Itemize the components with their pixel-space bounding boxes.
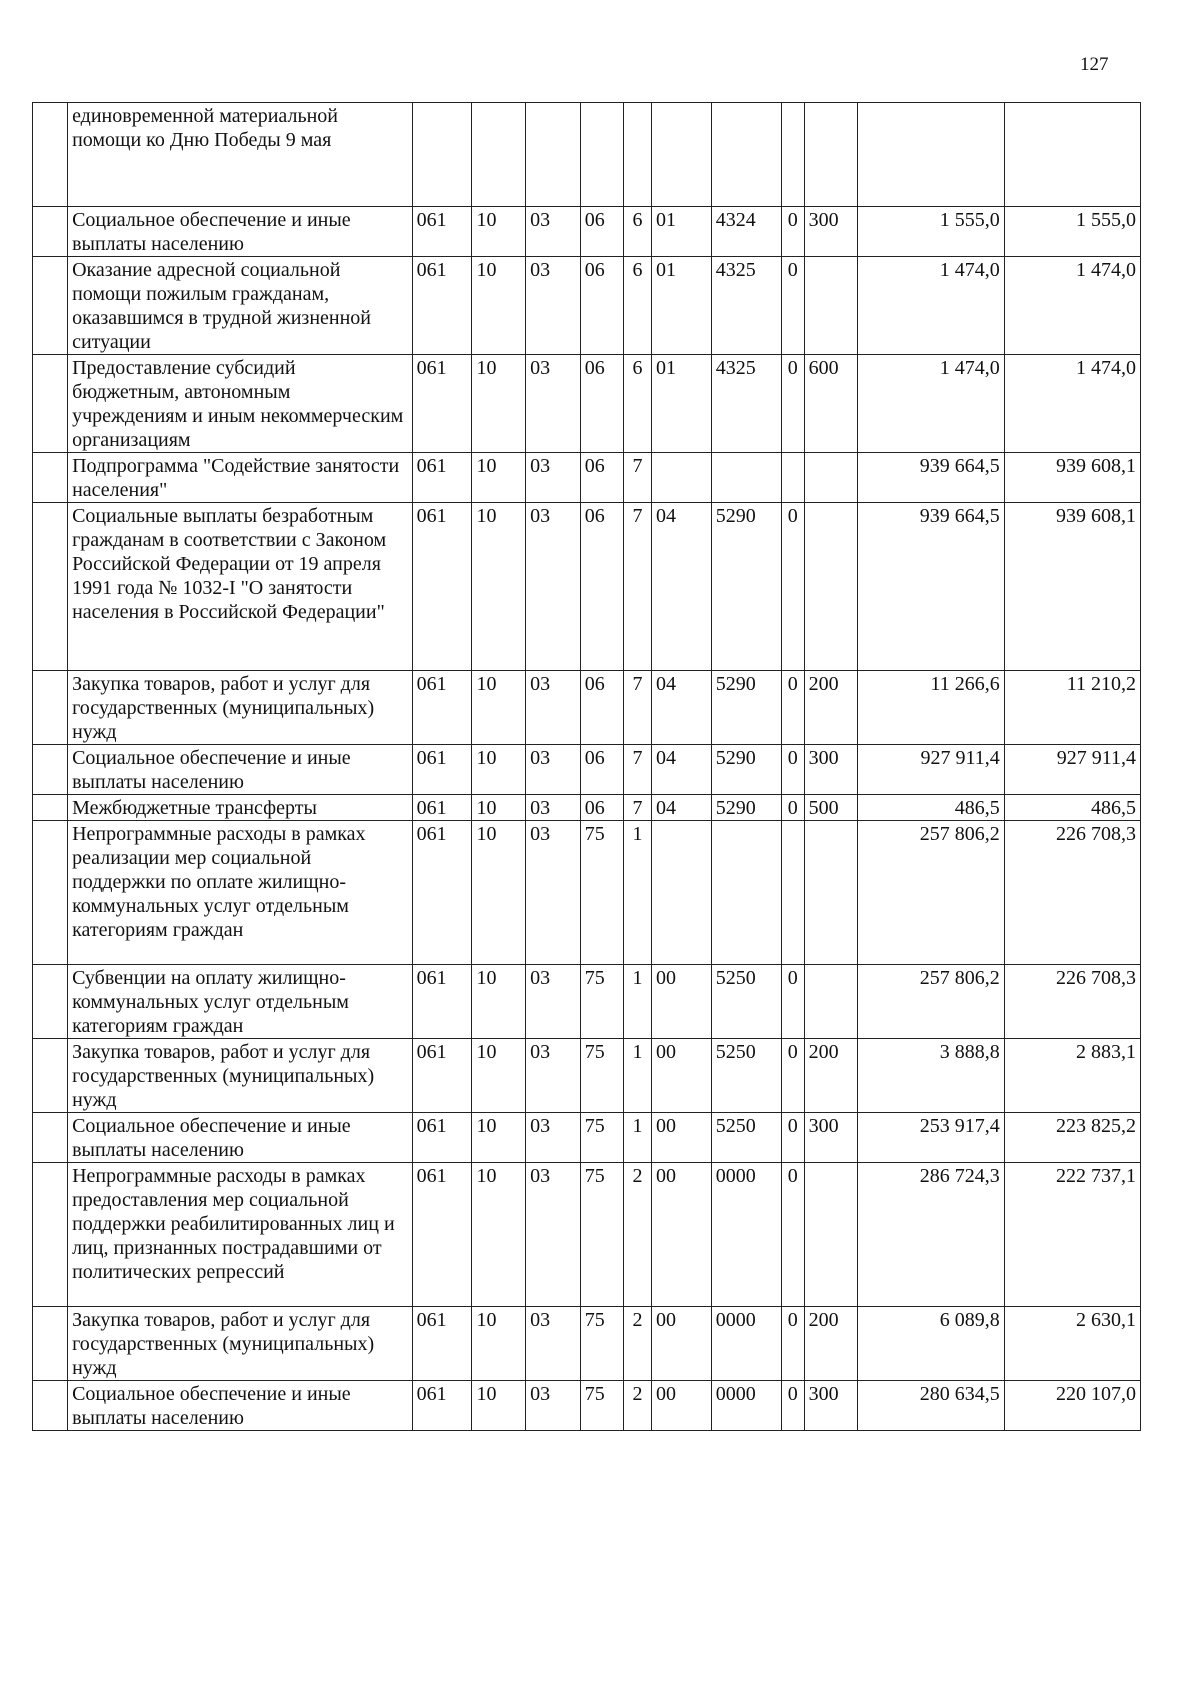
code-subprogram: 7 [624,795,652,821]
table-row [33,1381,1141,1431]
code-expense-type: 600 [804,355,858,453]
code-direction: 5250 [711,1113,781,1163]
code-section: 10 [472,1163,526,1307]
code-subsection: 03 [526,1163,581,1307]
code-admin: 061 [412,821,472,965]
amount-year-1: 253 917,4 [858,1113,1004,1163]
code-subprogram: 6 [624,355,652,453]
code-expense-type [804,503,858,671]
row-index-cell [33,965,68,1039]
code-expense-type [804,257,858,355]
code-expense-type: 300 [804,1113,858,1163]
page-number: 127 [1080,54,1109,75]
code-subprogram: 1 [624,965,652,1039]
code-direction [711,103,781,207]
code-expense-type: 200 [804,1307,858,1381]
row-name: единовременной материальной помощи ко Дню Победы 9 мая [68,103,413,207]
code-variant: 0 [781,207,804,257]
code-section: 10 [472,965,526,1039]
amount-year-1: 3 888,8 [858,1039,1004,1113]
code-subsection: 03 [526,503,581,671]
budget-table-wrap [32,102,1141,1431]
row-index-cell [33,1113,68,1163]
code-admin: 061 [412,1381,472,1431]
row-name: Социальное обеспечение и иные выплаты населению [68,1113,413,1163]
code-admin [412,103,472,207]
code-variant: 0 [781,795,804,821]
code-subsection: 03 [526,795,581,821]
amount-year-2: 11 210,2 [1004,671,1140,745]
code-subsection: 03 [526,821,581,965]
table-row [33,795,1141,821]
code-section: 10 [472,1381,526,1431]
code-expense-type: 200 [804,1039,858,1113]
code-section: 10 [472,1113,526,1163]
code-subsection: 03 [526,453,581,503]
amount-year-2: 226 708,3 [1004,821,1140,965]
code-admin: 061 [412,745,472,795]
code-event [651,103,711,207]
code-direction: 5290 [711,745,781,795]
code-variant: 0 [781,355,804,453]
code-event [651,821,711,965]
code-direction: 4324 [711,207,781,257]
code-event [651,453,711,503]
code-program: 06 [580,745,623,795]
code-section: 10 [472,257,526,355]
code-section: 10 [472,745,526,795]
amount-year-2: 486,5 [1004,795,1140,821]
code-section [472,103,526,207]
code-subsection: 03 [526,1113,581,1163]
code-variant [781,453,804,503]
code-expense-type [804,821,858,965]
code-subsection: 03 [526,1381,581,1431]
code-subprogram [624,103,652,207]
code-section: 10 [472,355,526,453]
code-program: 06 [580,503,623,671]
code-event: 01 [651,257,711,355]
code-admin: 061 [412,503,472,671]
row-name: Закупка товаров, работ и услуг для государственных (муниципальных) нужд [68,671,413,745]
code-direction: 5250 [711,1039,781,1113]
code-admin: 061 [412,1307,472,1381]
table-row [33,821,1141,965]
code-section: 10 [472,1307,526,1381]
code-admin: 061 [412,453,472,503]
code-event: 00 [651,1039,711,1113]
code-admin: 061 [412,795,472,821]
amount-year-2: 220 107,0 [1004,1381,1140,1431]
row-index-cell [33,453,68,503]
code-program: 06 [580,207,623,257]
code-variant: 0 [781,965,804,1039]
code-direction: 0000 [711,1163,781,1307]
amount-year-2: 939 608,1 [1004,453,1140,503]
code-event: 01 [651,207,711,257]
table-row [33,103,1141,207]
code-subprogram: 1 [624,821,652,965]
row-index-cell [33,103,68,207]
code-section: 10 [472,1039,526,1113]
code-event: 04 [651,671,711,745]
code-subprogram: 1 [624,1113,652,1163]
amount-year-2: 2 883,1 [1004,1039,1140,1113]
table-row [33,965,1141,1039]
code-expense-type [804,103,858,207]
code-variant: 0 [781,1307,804,1381]
code-event: 04 [651,795,711,821]
code-expense-type [804,965,858,1039]
code-expense-type: 300 [804,1381,858,1431]
code-program: 75 [580,1039,623,1113]
code-expense-type: 500 [804,795,858,821]
row-name: Социальное обеспечение и иные выплаты населению [68,745,413,795]
amount-year-2: 226 708,3 [1004,965,1140,1039]
code-direction: 4325 [711,355,781,453]
amount-year-1: 927 911,4 [858,745,1004,795]
row-index-cell [33,821,68,965]
row-name: Социальные выплаты безработным гражданам в соответствии с Законом Российской Федерации от 19 апреля 1991 года № 1032-I "О занятости населения в Российской Федерации" [68,503,413,671]
code-variant: 0 [781,745,804,795]
amount-year-2: 1 555,0 [1004,207,1140,257]
code-program: 75 [580,1113,623,1163]
table-row [33,1163,1141,1307]
table-row [33,355,1141,453]
code-subprogram: 7 [624,745,652,795]
table-row [33,257,1141,355]
amount-year-2: 2 630,1 [1004,1307,1140,1381]
table-body [33,103,1141,1431]
code-section: 10 [472,671,526,745]
code-expense-type: 200 [804,671,858,745]
table-row [33,745,1141,795]
code-variant: 0 [781,671,804,745]
code-program: 06 [580,355,623,453]
table-row [33,671,1141,745]
code-subsection: 03 [526,1307,581,1381]
code-event: 04 [651,503,711,671]
code-direction: 5290 [711,795,781,821]
code-program: 75 [580,1381,623,1431]
row-name: Закупка товаров, работ и услуг для государственных (муниципальных) нужд [68,1039,413,1113]
code-event: 00 [651,1307,711,1381]
code-direction [711,821,781,965]
code-program [580,103,623,207]
table-row [33,1039,1141,1113]
code-program: 06 [580,795,623,821]
code-subsection [526,103,581,207]
table-row [33,1113,1141,1163]
row-name: Непрограммные расходы в рамках предоставления мер социальной поддержки реабилитированных лиц и лиц, признанных пострадавшими от политических репрессий [68,1163,413,1307]
amount-year-2: 222 737,1 [1004,1163,1140,1307]
amount-year-1: 257 806,2 [858,821,1004,965]
code-program: 06 [580,257,623,355]
code-admin: 061 [412,257,472,355]
row-index-cell [33,1307,68,1381]
row-name: Оказание адресной социальной помощи пожилым гражданам, оказавшимся в трудной жизненной ситуации [68,257,413,355]
code-direction: 4325 [711,257,781,355]
amount-year-1: 1 474,0 [858,257,1004,355]
amount-year-1: 939 664,5 [858,503,1004,671]
code-subsection: 03 [526,965,581,1039]
amount-year-2: 927 911,4 [1004,745,1140,795]
code-subprogram: 2 [624,1381,652,1431]
row-name: Межбюджетные трансферты [68,795,413,821]
code-subprogram: 2 [624,1163,652,1307]
row-name: Социальное обеспечение и иные выплаты населению [68,207,413,257]
code-subprogram: 7 [624,453,652,503]
code-program: 75 [580,821,623,965]
row-name: Предоставление субсидий бюджетным, автономным учреждениям и иным некоммерческим организациям [68,355,413,453]
amount-year-1: 6 089,8 [858,1307,1004,1381]
code-admin: 061 [412,1163,472,1307]
row-index-cell [33,355,68,453]
row-index-cell [33,503,68,671]
code-admin: 061 [412,1113,472,1163]
code-variant: 0 [781,1163,804,1307]
code-variant: 0 [781,1039,804,1113]
code-variant [781,821,804,965]
code-subsection: 03 [526,745,581,795]
code-direction: 5250 [711,965,781,1039]
row-index-cell [33,1039,68,1113]
code-direction: 5290 [711,671,781,745]
code-expense-type [804,1163,858,1307]
code-subsection: 03 [526,207,581,257]
row-index-cell [33,745,68,795]
code-event: 00 [651,1163,711,1307]
code-admin: 061 [412,671,472,745]
table-row [33,207,1141,257]
code-program: 75 [580,1163,623,1307]
row-index-cell [33,207,68,257]
code-direction: 0000 [711,1307,781,1381]
code-direction: 5290 [711,503,781,671]
code-program: 06 [580,453,623,503]
code-subprogram: 2 [624,1307,652,1381]
code-section: 10 [472,795,526,821]
code-variant [781,103,804,207]
amount-year-2: 1 474,0 [1004,257,1140,355]
amount-year-2: 223 825,2 [1004,1113,1140,1163]
code-section: 10 [472,821,526,965]
amount-year-1: 257 806,2 [858,965,1004,1039]
code-program: 75 [580,1307,623,1381]
code-variant: 0 [781,257,804,355]
row-index-cell [33,257,68,355]
code-section: 10 [472,453,526,503]
amount-year-1: 1 555,0 [858,207,1004,257]
code-admin: 061 [412,1039,472,1113]
table-row [33,1307,1141,1381]
row-index-cell [33,671,68,745]
code-subprogram: 7 [624,671,652,745]
amount-year-2: 1 474,0 [1004,355,1140,453]
code-variant: 0 [781,1381,804,1431]
code-direction [711,453,781,503]
row-name: Субвенции на оплату жилищно-коммунальных услуг отдельным категориям граждан [68,965,413,1039]
amount-year-1: 286 724,3 [858,1163,1004,1307]
code-subprogram: 6 [624,257,652,355]
budget-table [32,102,1141,1431]
amount-year-1 [858,103,1004,207]
code-subsection: 03 [526,1039,581,1113]
code-variant: 0 [781,503,804,671]
code-program: 06 [580,671,623,745]
code-event: 04 [651,745,711,795]
code-expense-type: 300 [804,745,858,795]
row-name: Закупка товаров, работ и услуг для государственных (муниципальных) нужд [68,1307,413,1381]
code-subprogram: 7 [624,503,652,671]
code-program: 75 [580,965,623,1039]
amount-year-1: 11 266,6 [858,671,1004,745]
code-subprogram: 6 [624,207,652,257]
code-event: 01 [651,355,711,453]
amount-year-1: 486,5 [858,795,1004,821]
amount-year-2: 939 608,1 [1004,503,1140,671]
row-index-cell [33,1381,68,1431]
amount-year-2 [1004,103,1140,207]
row-name: Подпрограмма "Содействие занятости населения" [68,453,413,503]
row-index-cell [33,1163,68,1307]
code-event: 00 [651,965,711,1039]
code-admin: 061 [412,207,472,257]
code-event: 00 [651,1113,711,1163]
row-name: Непрограммные расходы в рамках реализации мер социальной поддержки по оплате жилищно-коммунальных услуг отдельным категориям граждан [68,821,413,965]
code-subsection: 03 [526,671,581,745]
amount-year-1: 280 634,5 [858,1381,1004,1431]
code-expense-type: 300 [804,207,858,257]
amount-year-1: 939 664,5 [858,453,1004,503]
code-subsection: 03 [526,355,581,453]
row-index-cell [33,795,68,821]
code-admin: 061 [412,965,472,1039]
code-section: 10 [472,503,526,671]
code-expense-type [804,453,858,503]
amount-year-1: 1 474,0 [858,355,1004,453]
table-row [33,453,1141,503]
code-direction: 0000 [711,1381,781,1431]
code-subsection: 03 [526,257,581,355]
code-variant: 0 [781,1113,804,1163]
code-section: 10 [472,207,526,257]
code-event: 00 [651,1381,711,1431]
table-row [33,503,1141,671]
row-name: Социальное обеспечение и иные выплаты населению [68,1381,413,1431]
code-admin: 061 [412,355,472,453]
code-subprogram: 1 [624,1039,652,1113]
